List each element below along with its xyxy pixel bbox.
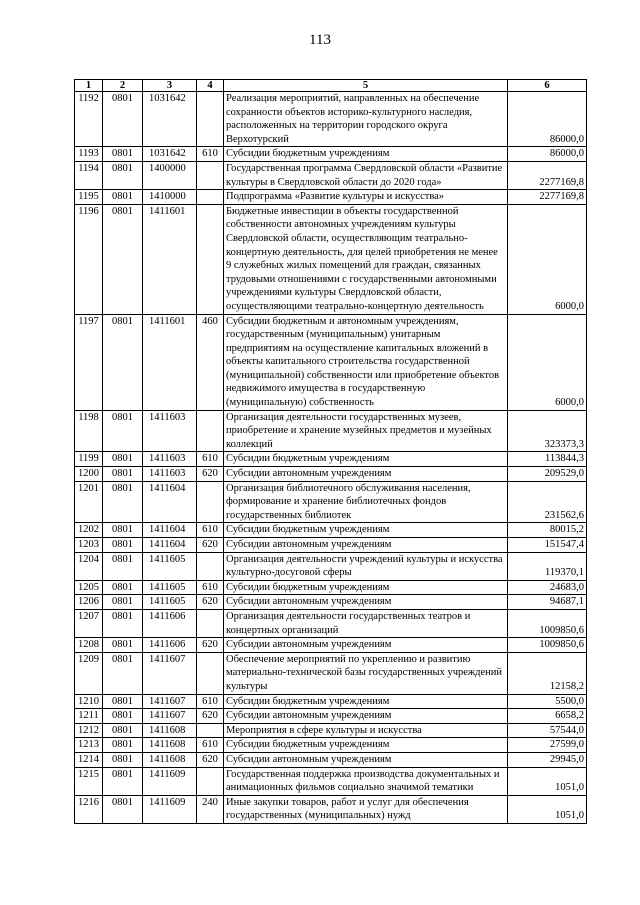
expense-type-code-cell <box>197 410 224 452</box>
table-row <box>75 738 587 753</box>
row-number-cell: 1214 <box>75 752 103 767</box>
table-row <box>75 795 587 823</box>
section-code-cell: 0801 <box>103 92 143 147</box>
table-row <box>75 652 587 694</box>
row-number-cell: 1209 <box>75 652 103 694</box>
row-number-cell: 1196 <box>75 204 103 314</box>
row-number-cell: 1198 <box>75 410 103 452</box>
expense-name-cell: Организация деятельности государственных театров и концертных организаций <box>224 609 508 637</box>
row-number-cell: 1203 <box>75 538 103 553</box>
expense-type-code-cell: 240 <box>197 795 224 823</box>
row-number-cell: 1195 <box>75 190 103 205</box>
amount-cell: 94687,1 <box>508 595 587 610</box>
amount-cell: 231562,6 <box>508 481 587 523</box>
amount-cell: 1051,0 <box>508 767 587 795</box>
section-code-cell: 0801 <box>103 190 143 205</box>
row-number-cell: 1211 <box>75 709 103 724</box>
expense-type-code-cell: 620 <box>197 752 224 767</box>
expense-name-cell: Субсидии бюджетным учреждениям <box>224 523 508 538</box>
expense-type-code-cell <box>197 552 224 580</box>
amount-cell: 2277169,8 <box>508 161 587 189</box>
expense-name-cell: Субсидии автономным учреждениям <box>224 638 508 653</box>
expense-name-cell: Субсидии бюджетным учреждениям <box>224 580 508 595</box>
expense-name-cell: Субсидии автономным учреждениям <box>224 467 508 482</box>
target-article-code-cell: 1411604 <box>143 523 197 538</box>
target-article-code-cell: 1031642 <box>143 147 197 162</box>
section-code-cell: 0801 <box>103 595 143 610</box>
expense-type-code-cell: 620 <box>197 538 224 553</box>
expense-type-code-cell: 610 <box>197 738 224 753</box>
row-number-cell: 1200 <box>75 467 103 482</box>
target-article-code-cell: 1400000 <box>143 161 197 189</box>
section-code-cell: 0801 <box>103 481 143 523</box>
target-article-code-cell: 1411603 <box>143 410 197 452</box>
amount-cell: 24683,0 <box>508 580 587 595</box>
expense-name-cell: Мероприятия в сфере культуры и искусства <box>224 723 508 738</box>
table-row <box>75 190 587 205</box>
expense-name-cell: Субсидии бюджетным учреждениям <box>224 694 508 709</box>
table-row <box>75 467 587 482</box>
column-header: 5 <box>224 80 508 92</box>
amount-cell: 323373,3 <box>508 410 587 452</box>
row-number-cell: 1212 <box>75 723 103 738</box>
row-number-cell: 1192 <box>75 92 103 147</box>
expense-name-cell: Субсидии автономным учреждениям <box>224 538 508 553</box>
amount-cell: 6658,2 <box>508 709 587 724</box>
section-code-cell: 0801 <box>103 752 143 767</box>
amount-cell: 86000,0 <box>508 147 587 162</box>
expense-type-code-cell: 620 <box>197 709 224 724</box>
table-row <box>75 694 587 709</box>
amount-cell: 151547,4 <box>508 538 587 553</box>
row-number-cell: 1207 <box>75 609 103 637</box>
target-article-code-cell: 1411607 <box>143 694 197 709</box>
table-row <box>75 204 587 314</box>
expense-type-code-cell: 620 <box>197 467 224 482</box>
column-header: 4 <box>197 80 224 92</box>
table-row <box>75 147 587 162</box>
section-code-cell: 0801 <box>103 609 143 637</box>
section-code-cell: 0801 <box>103 580 143 595</box>
row-number-cell: 1193 <box>75 147 103 162</box>
expense-type-code-cell: 460 <box>197 314 224 410</box>
section-code-cell: 0801 <box>103 738 143 753</box>
section-code-cell: 0801 <box>103 523 143 538</box>
section-code-cell: 0801 <box>103 538 143 553</box>
amount-cell: 119370,1 <box>508 552 587 580</box>
target-article-code-cell: 1411606 <box>143 609 197 637</box>
amount-cell: 2277169,8 <box>508 190 587 205</box>
column-header: 1 <box>75 80 103 92</box>
expense-name-cell: Субсидии бюджетным учреждениям <box>224 147 508 162</box>
target-article-code-cell: 1411603 <box>143 467 197 482</box>
amount-cell: 1051,0 <box>508 795 587 823</box>
section-code-cell: 0801 <box>103 410 143 452</box>
expense-type-code-cell: 610 <box>197 452 224 467</box>
row-number-cell: 1205 <box>75 580 103 595</box>
row-number-cell: 1216 <box>75 795 103 823</box>
amount-cell: 27599,0 <box>508 738 587 753</box>
section-code-cell: 0801 <box>103 147 143 162</box>
table-row <box>75 723 587 738</box>
target-article-code-cell: 1411609 <box>143 767 197 795</box>
table-row <box>75 638 587 653</box>
table-row <box>75 92 587 147</box>
target-article-code-cell: 1411603 <box>143 452 197 467</box>
expense-type-code-cell: 610 <box>197 694 224 709</box>
expense-name-cell: Организация деятельности учреждений культуры и искусства культурно-досуговой сферы <box>224 552 508 580</box>
table-row <box>75 481 587 523</box>
expense-name-cell: Подпрограмма «Развитие культуры и искусства» <box>224 190 508 205</box>
row-number-cell: 1213 <box>75 738 103 753</box>
expense-type-code-cell: 610 <box>197 523 224 538</box>
amount-cell: 1009850,6 <box>508 609 587 637</box>
expense-name-cell: Обеспечение мероприятий по укреплению и развитию материально-технической базы государственных учреждений культуры <box>224 652 508 694</box>
section-code-cell: 0801 <box>103 204 143 314</box>
expense-name-cell: Иные закупки товаров, работ и услуг для обеспечения государственных (муниципальных) нужд <box>224 795 508 823</box>
table-row <box>75 314 587 410</box>
expense-name-cell: Субсидии автономным учреждениям <box>224 752 508 767</box>
row-number-cell: 1215 <box>75 767 103 795</box>
section-code-cell: 0801 <box>103 161 143 189</box>
target-article-code-cell: 1411607 <box>143 652 197 694</box>
expense-name-cell: Реализация мероприятий, направленных на обеспечение сохранности объектов историко-культурного наследия, расположенных на территории городского округа Верхотурский <box>224 92 508 147</box>
row-number-cell: 1210 <box>75 694 103 709</box>
expense-type-code-cell: 610 <box>197 147 224 162</box>
target-article-code-cell: 1031642 <box>143 92 197 147</box>
target-article-code-cell: 1411605 <box>143 580 197 595</box>
target-article-code-cell: 1411604 <box>143 538 197 553</box>
row-number-cell: 1208 <box>75 638 103 653</box>
target-article-code-cell: 1411604 <box>143 481 197 523</box>
table-row <box>75 452 587 467</box>
expense-type-code-cell <box>197 609 224 637</box>
expense-type-code-cell <box>197 481 224 523</box>
target-article-code-cell: 1411608 <box>143 752 197 767</box>
amount-cell: 1009850,6 <box>508 638 587 653</box>
table-row <box>75 161 587 189</box>
expense-type-code-cell: 620 <box>197 638 224 653</box>
expense-name-cell: Бюджетные инвестиции в объекты государственной собственности автономных учреждениям культуры Свердловской области, осуществляющим театрально-концертную деятельность, для целей приобретения не менее 9 служебных жилых помещений для граждан, связанных трудовыми отношениями с государственными автономными учреждениями культуры Свердловской области, осуществляющими театрально-концертную деятельность <box>224 204 508 314</box>
table-row <box>75 767 587 795</box>
amount-cell: 12158,2 <box>508 652 587 694</box>
section-code-cell: 0801 <box>103 452 143 467</box>
amount-cell: 113844,3 <box>508 452 587 467</box>
row-number-cell: 1201 <box>75 481 103 523</box>
table-row <box>75 752 587 767</box>
expense-type-code-cell <box>197 723 224 738</box>
table-row <box>75 552 587 580</box>
expense-name-cell: Субсидии бюджетным учреждениям <box>224 452 508 467</box>
row-number-cell: 1206 <box>75 595 103 610</box>
expense-type-code-cell <box>197 204 224 314</box>
target-article-code-cell: 1411607 <box>143 709 197 724</box>
section-code-cell: 0801 <box>103 795 143 823</box>
column-header: 2 <box>103 80 143 92</box>
expense-type-code-cell <box>197 190 224 205</box>
expense-type-code-cell <box>197 767 224 795</box>
amount-cell: 29945,0 <box>508 752 587 767</box>
expense-name-cell: Субсидии бюджетным и автономным учреждениям, государственным (муниципальным) унитарным предприятиям на осуществление капитальных вложений в объекты капитального строительства государственной (муниципальной) собственности или приобретение объектов недвижимого имущества в государственную (муниципальную) собственность <box>224 314 508 410</box>
budget-table <box>74 79 587 824</box>
section-code-cell: 0801 <box>103 709 143 724</box>
target-article-code-cell: 1410000 <box>143 190 197 205</box>
target-article-code-cell: 1411605 <box>143 552 197 580</box>
section-code-cell: 0801 <box>103 552 143 580</box>
table-row <box>75 609 587 637</box>
expense-name-cell: Государственная поддержка производства документальных и анимационных фильмов социально значимой тематики <box>224 767 508 795</box>
section-code-cell: 0801 <box>103 723 143 738</box>
table-header-row <box>75 80 587 92</box>
target-article-code-cell: 1411601 <box>143 204 197 314</box>
row-number-cell: 1199 <box>75 452 103 467</box>
section-code-cell: 0801 <box>103 694 143 709</box>
amount-cell: 5500,0 <box>508 694 587 709</box>
row-number-cell: 1204 <box>75 552 103 580</box>
target-article-code-cell: 1411605 <box>143 595 197 610</box>
expense-type-code-cell <box>197 652 224 694</box>
section-code-cell: 0801 <box>103 767 143 795</box>
section-code-cell: 0801 <box>103 652 143 694</box>
target-article-code-cell: 1411601 <box>143 314 197 410</box>
target-article-code-cell: 1411609 <box>143 795 197 823</box>
table-row <box>75 410 587 452</box>
section-code-cell: 0801 <box>103 638 143 653</box>
amount-cell: 6000,0 <box>508 204 587 314</box>
expense-name-cell: Субсидии автономным учреждениям <box>224 709 508 724</box>
row-number-cell: 1194 <box>75 161 103 189</box>
amount-cell: 6000,0 <box>508 314 587 410</box>
expense-type-code-cell <box>197 161 224 189</box>
table-row <box>75 709 587 724</box>
section-code-cell: 0801 <box>103 314 143 410</box>
table-row <box>75 538 587 553</box>
expense-type-code-cell: 610 <box>197 580 224 595</box>
expense-name-cell: Субсидии бюджетным учреждениям <box>224 738 508 753</box>
amount-cell: 209529,0 <box>508 467 587 482</box>
row-number-cell: 1202 <box>75 523 103 538</box>
expense-name-cell: Организация деятельности государственных музеев, приобретение и хранение музейных предметов и музейных коллекций <box>224 410 508 452</box>
expense-name-cell: Государственная программа Свердловской области «Развитие культуры в Свердловской области до 2020 года» <box>224 161 508 189</box>
expense-type-code-cell <box>197 92 224 147</box>
target-article-code-cell: 1411608 <box>143 738 197 753</box>
amount-cell: 57544,0 <box>508 723 587 738</box>
expense-name-cell: Организация библиотечного обслуживания населения, формирование и хранение библиотечных фондов государственных библиотек <box>224 481 508 523</box>
column-header: 3 <box>143 80 197 92</box>
amount-cell: 80015,2 <box>508 523 587 538</box>
table-row <box>75 580 587 595</box>
column-header: 6 <box>508 80 587 92</box>
table-row <box>75 595 587 610</box>
expense-name-cell: Субсидии автономным учреждениям <box>224 595 508 610</box>
section-code-cell: 0801 <box>103 467 143 482</box>
table-row <box>75 523 587 538</box>
amount-cell: 86000,0 <box>508 92 587 147</box>
row-number-cell: 1197 <box>75 314 103 410</box>
target-article-code-cell: 1411606 <box>143 638 197 653</box>
page-number: 113 <box>309 32 331 48</box>
expense-type-code-cell: 620 <box>197 595 224 610</box>
target-article-code-cell: 1411608 <box>143 723 197 738</box>
